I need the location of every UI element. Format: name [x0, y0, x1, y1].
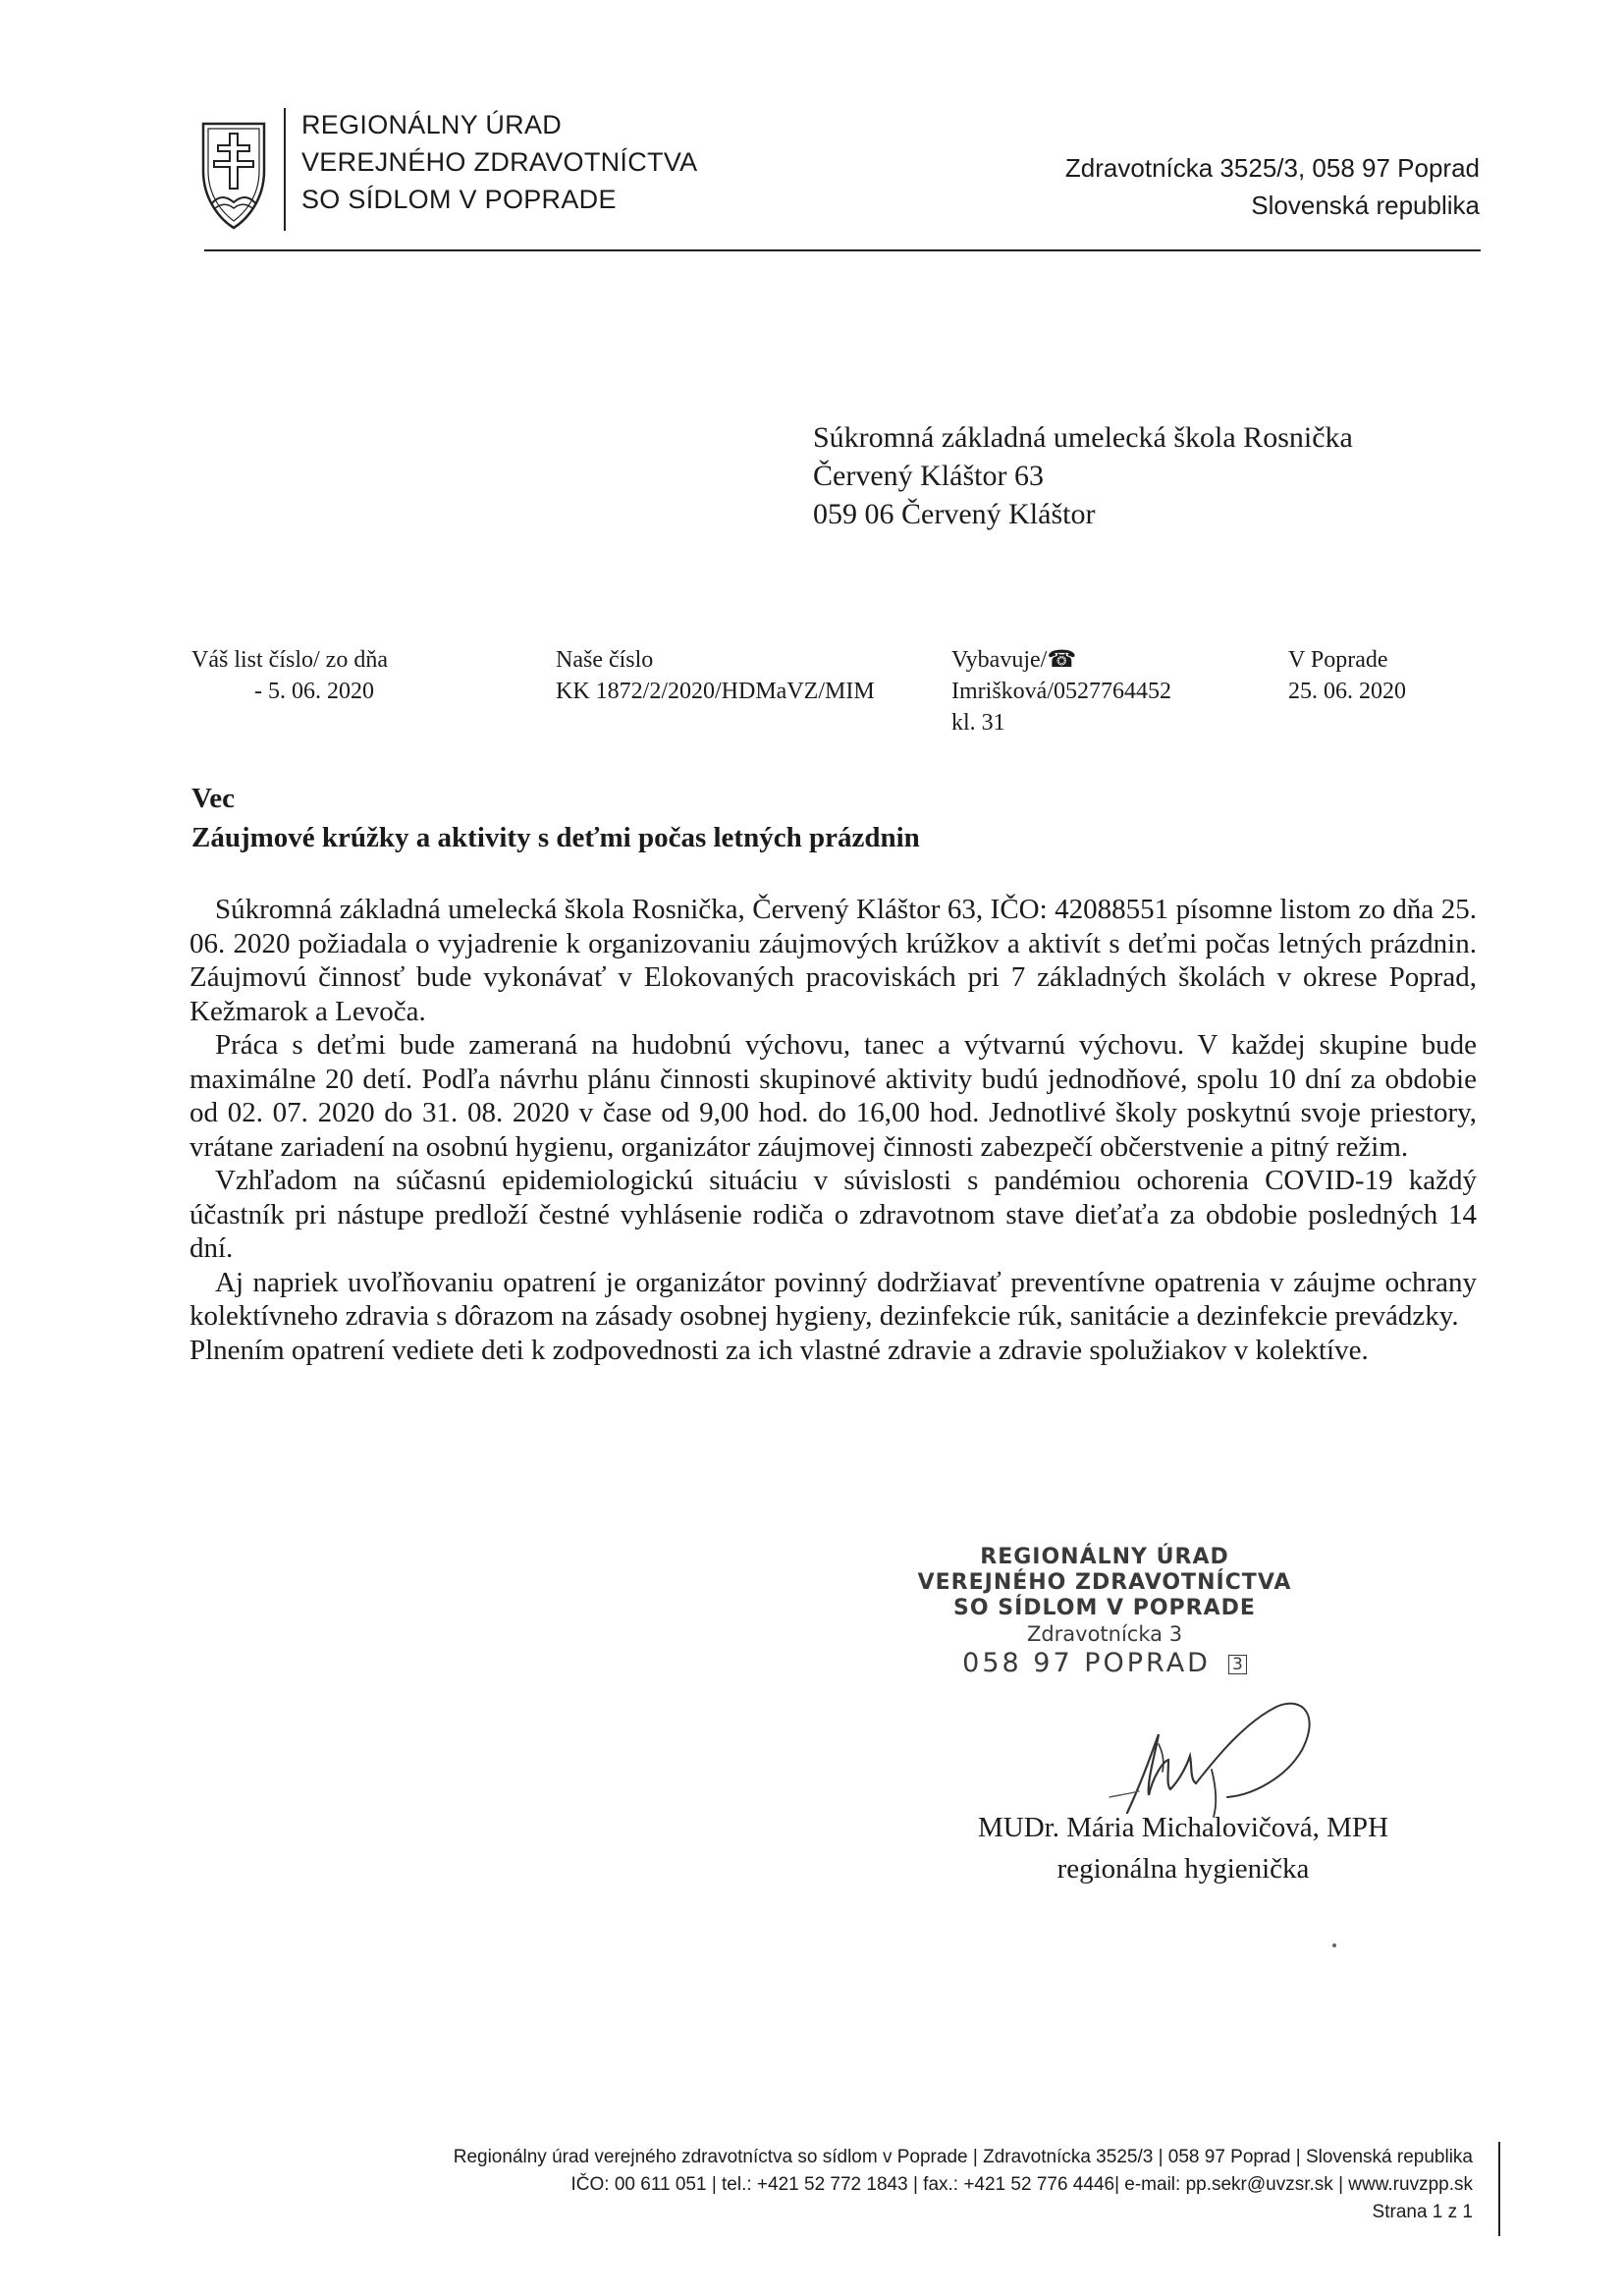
signatory	[889, 1807, 1478, 1889]
header-divider	[284, 108, 286, 231]
speck	[1332, 1943, 1336, 1947]
stamp-number: 3	[1228, 1655, 1247, 1674]
body-paragraph: Súkromná základná umelecká škola Rosnička, Červený Kláštor 63, IČO: 42088551 písomne listom zo dňa 25. 06. 2020 požiadala o vyjadrenie k organizovaniu záujmových krúžkov a aktivít s deťmi počas letných prázdnin. Záujmovú činnosť bude vykonávať v Elokovaných pracoviskách pri 7 základných školách v okrese Poprad, Kežmarok a Levoča.	[189, 894, 1477, 1027]
subject-title: Záujmové krúžky a aktivity s deťmi počas letných prázdnin	[191, 822, 920, 853]
slovak-coat-of-arms-icon	[199, 110, 268, 233]
footer-line: IČO: 00 611 051 | tel.: +421 52 772 1843 | fax.: +421 52 776 4446| e-mail: pp.sekr@uvzsr.sk | www.ruvzpp.sk	[570, 2174, 1473, 2195]
reference-your-letter	[191, 644, 388, 707]
handwritten-signature	[1080, 1687, 1355, 1825]
recipient-line: Súkromná základná umelecká škola Rosnička	[813, 421, 1353, 454]
header-rule	[204, 249, 1481, 251]
footer-rule	[1498, 2142, 1500, 2236]
address-line: Zdravotnícka 3525/3, 058 97 Poprad	[1064, 153, 1480, 183]
recipient-address	[813, 418, 1353, 533]
body-paragraph: Vzhľadom na súčasnú epidemiologickú situáciu v súvislosti s pandémiou ochorenia COVID-19 každý účastník pri nástupe predloží čestné vyhlásenie rodiča o zdravotnom stave dieťaťa za obdobie posledných 14 dní.	[189, 1165, 1477, 1264]
stamp-line: 058 97 POPRAD	[962, 1648, 1211, 1678]
recipient-line: 059 06 Červený Kláštor	[813, 498, 1096, 530]
letter-body	[189, 893, 1477, 1367]
stamp-postal-line	[903, 1647, 1306, 1680]
address-line: Slovenská republika	[1251, 191, 1480, 220]
office-stamp	[903, 1545, 1306, 1680]
reference-place-date	[1288, 644, 1406, 707]
body-paragraph: Aj napriek uvoľňovaniu opatrení je organizátor povinný dodržiavať preventívne opatrenia v záujme ochrany kolektívneho zdravia s dôrazom na zásady osobnej hygieny, dezinfekcie rúk, sanitácie a dezinfekcie prevádzky.	[189, 1266, 1477, 1332]
subject-label: Vec	[191, 783, 236, 814]
organization-name	[301, 106, 697, 218]
signatory-role: regionálna hygienička	[1056, 1853, 1310, 1885]
your-letter-label: Váš list číslo/ zo dňa	[191, 647, 388, 673]
place-label: V Poprade	[1288, 647, 1388, 673]
reference-our-number	[556, 644, 875, 707]
page-number: Strana 1 z 1	[1372, 2202, 1473, 2222]
footer-line: Regionálny úrad verejného zdravotníctva so sídlom v Poprade | Zdravotnícka 3525/3 | 058 97 Poprad | Slovenská republika	[453, 2147, 1473, 2167]
place-date: 25. 06. 2020	[1288, 679, 1406, 704]
stamp-line: VEREJNÉHO ZDRAVOTNÍCTVA	[917, 1570, 1292, 1595]
our-number-value: KK 1872/2/2020/HDMaVZ/MIM	[556, 679, 875, 704]
handled-by-extension: kl. 31	[951, 710, 1005, 736]
handled-by-label: Vybavuje/☎	[951, 647, 1077, 673]
org-line: REGIONÁLNY ÚRAD	[301, 110, 563, 139]
our-number-label: Naše číslo	[556, 647, 654, 673]
page-footer	[454, 2144, 1473, 2226]
stamp-line: REGIONÁLNY ÚRAD	[980, 1545, 1229, 1569]
recipient-line: Červený Kláštor 63	[813, 460, 1044, 492]
stamp-line: Zdravotnícka 3	[1026, 1622, 1183, 1646]
body-paragraph: Práca s deťmi bude zameraná na hudobnú výchovu, tanec a výtvarnú výchovu. V každej skupine bude maximálne 20 detí. Podľa návrhu plánu činnosti skupinové aktivity budú jednodňové, spolu 10 dní za obdobie od 02. 07. 2020 do 31. 08. 2020 v čase od 9,00 hod. do 16,00 hod. Jednotlivé školy poskytnú svoje priestory, vrátane zariadení na osobnú hygienu, organizátor záujmovej činnosti zabezpečí občerstvenie a pitný režim.	[189, 1029, 1477, 1163]
org-line: VEREJNÉHO ZDRAVOTNÍCTVA	[301, 147, 698, 177]
stamp-line: SO SÍDLOM V POPRADE	[953, 1596, 1256, 1620]
org-line: SO SÍDLOM V POPRADE	[301, 185, 617, 214]
organization-address	[1065, 149, 1480, 224]
subject	[191, 779, 920, 857]
handled-by-value: Imrišková/0527764452	[951, 679, 1171, 704]
body-paragraph: Plnením opatrení vediete deti k zodpovednosti za ich vlastné zdravie a zdravie spolužiakov v kolektíve.	[189, 1334, 1369, 1366]
signatory-name: MUDr. Mária Michalovičová, MPH	[977, 1812, 1389, 1843]
your-letter-value: - 5. 06. 2020	[254, 679, 374, 704]
reference-handled-by	[951, 644, 1171, 738]
